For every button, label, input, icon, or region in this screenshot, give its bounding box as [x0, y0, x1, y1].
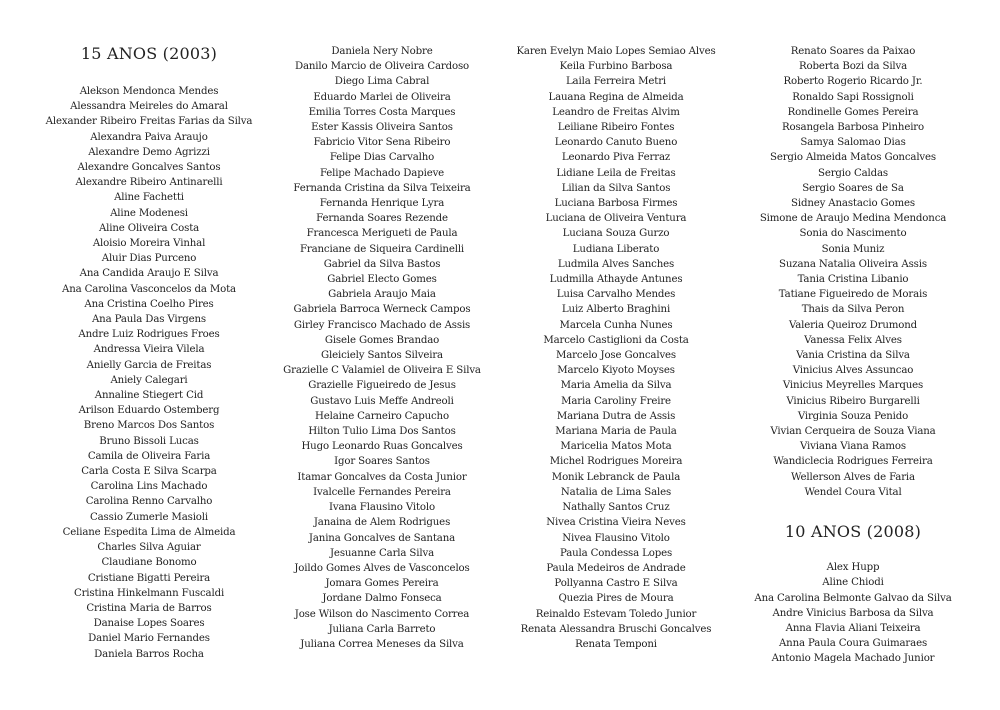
- name-entry: Francesca Merigueti de Paula: [306, 228, 458, 240]
- name-entry: Natalia de Lima Sales: [560, 486, 672, 498]
- name-entry: Alessandra Meireles do Amaral: [70, 101, 228, 113]
- name-entry: Sergio Almeida Matos Goncalves: [769, 152, 936, 164]
- name-entry: Keila Furbino Barbosa: [559, 61, 673, 73]
- name-entry: Camila de Oliveira Faria: [87, 450, 211, 462]
- name-entry: Aline Fachetti: [114, 192, 184, 204]
- name-entry: Aline Modenesi: [110, 207, 188, 219]
- name-entry: Gabriel da Silva Bastos: [323, 258, 441, 270]
- name-entry: Vivian Cerqueira de Souza Viana: [770, 426, 936, 438]
- name-entry: Daniela Nery Nobre: [331, 46, 433, 57]
- names-list-2008: [744, 560, 962, 666]
- name-entry: Leonardo Canuto Bueno: [554, 137, 678, 149]
- name-entry: Tatiane Figueiredo de Morais: [778, 289, 928, 301]
- name-entry: Ronaldo Sapi Rossignoli: [792, 91, 914, 103]
- name-entry: Alexandre Demo Agrizzi: [88, 146, 210, 158]
- name-entry: Maricelia Matos Mota: [560, 441, 672, 453]
- name-entry: Gabriel Electo Gomes: [327, 274, 437, 286]
- name-entry: Luciana Souza Gurzo: [562, 228, 670, 240]
- name-entry: Carla Costa E Silva Scarpa: [81, 466, 217, 478]
- column-4: [744, 44, 962, 667]
- name-entry: Lilian da Silva Santos: [561, 182, 671, 194]
- name-entry: Marcelo Castiglioni da Costa: [543, 334, 689, 346]
- name-entry: Anielly Garcia de Freitas: [86, 359, 212, 371]
- name-entry: Daniel Mario Fernandes: [88, 633, 210, 645]
- column-1: [40, 44, 258, 662]
- name-entry: Rosangela Barbosa Pinheiro: [781, 122, 925, 134]
- name-entry: Gustavo Luis Meffe Andreoli: [310, 395, 454, 407]
- name-entry: Anna Paula Coura Guimaraes: [778, 638, 928, 650]
- name-entry: Marcela Cunha Nunes: [559, 319, 673, 331]
- name-entry: Andressa Vieira Vilela: [93, 344, 205, 356]
- name-entry: Vanessa Felix Alves: [804, 334, 902, 346]
- name-entry: Cristina Maria de Barros: [86, 602, 212, 614]
- name-entry: Fernanda Soares Rezende: [316, 213, 448, 225]
- name-entry: Janaina de Alem Rodrigues: [313, 517, 451, 529]
- name-entry: Aline Oliveira Costa: [98, 222, 200, 234]
- name-entry: Alekson Mendonca Mendes: [79, 86, 219, 97]
- name-entry: Franciane de Siqueira Cardinelli: [299, 243, 465, 255]
- name-entry: Arilson Eduardo Ostemberg: [78, 405, 220, 417]
- name-entry: Ana Carolina Vasconcelos da Mota: [62, 283, 236, 295]
- name-entry: Alexander Ribeiro Freitas Farias da Silva: [45, 116, 253, 128]
- name-entry: Renata Alessandra Bruschi Goncalves: [520, 623, 712, 635]
- name-entry: Ludmila Alves Sanches: [557, 258, 675, 270]
- name-entry: Luisa Carvalho Mendes: [556, 289, 676, 301]
- name-entry: Maria Caroliny Freire: [561, 395, 671, 407]
- name-entry: Virginia Souza Penido: [797, 410, 909, 422]
- name-entry: Tania Cristina Libanio: [797, 274, 909, 286]
- name-entry: Hugo Leonardo Ruas Goncalves: [301, 441, 463, 453]
- section-title-2008: 10 ANOS (2008): [784, 522, 922, 542]
- name-entry: Celiane Espedita Lima de Almeida: [62, 526, 236, 538]
- name-entry: Sidney Anastacio Gomes: [791, 198, 915, 210]
- name-entry: Leonardo Piva Ferraz: [561, 152, 671, 164]
- name-entry: Karen Evelyn Maio Lopes Semiao Alves: [516, 46, 716, 57]
- name-entry: Ludmilla Athayde Antunes: [549, 274, 683, 286]
- column-3: [507, 44, 725, 652]
- name-entry: Simone de Araujo Medina Mendonca: [759, 213, 947, 225]
- name-entry: Daniela Barros Rocha: [94, 648, 204, 660]
- name-entry: Monik Lebranck de Paula: [551, 471, 681, 483]
- name-entry: Bruno Bissoli Lucas: [99, 435, 199, 447]
- name-entry: Viviana Viana Ramos: [800, 441, 906, 453]
- name-entry: Sonia do Nascimento: [799, 228, 907, 240]
- name-entry: Luciana de Oliveira Ventura: [545, 213, 687, 225]
- name-entry: Luciana Barbosa Firmes: [554, 198, 678, 210]
- column-2: [273, 44, 491, 652]
- name-entry: Marcelo Jose Goncalves: [555, 350, 677, 362]
- name-entry: Felipe Dias Carvalho: [329, 152, 435, 164]
- name-entry: Janina Goncalves de Santana: [308, 532, 456, 544]
- name-entry: Nivea Cristina Vieira Neves: [546, 517, 686, 529]
- name-entry: Quezia Pires de Moura: [558, 593, 674, 605]
- name-entry: Wellerson Alves de Faria: [791, 471, 915, 483]
- name-entry: Jose Wilson do Nascimento Correa: [294, 608, 470, 620]
- name-entry: Aline Chiodi: [822, 577, 884, 589]
- name-entry: Lauana Regina de Almeida: [548, 91, 684, 103]
- name-entry: Cassio Zumerle Masioli: [89, 511, 209, 523]
- name-entry: Igor Soares Santos: [334, 456, 430, 468]
- name-entry: Carolina Renno Carvalho: [85, 496, 213, 508]
- name-entry: Itamar Goncalves da Costa Junior: [297, 471, 467, 483]
- name-entry: Renata Temponi: [575, 638, 657, 650]
- name-entry: Ana Paula Das Virgens: [91, 314, 207, 326]
- name-entry: Marcelo Kiyoto Moyses: [557, 365, 675, 377]
- section-title-2003: 15 ANOS (2003): [80, 44, 218, 63]
- name-entry: Lidiane Leila de Freitas: [556, 167, 676, 179]
- name-entry: Paula Condessa Lopes: [559, 547, 673, 559]
- name-entry: Aloisio Moreira Vinhal: [92, 238, 206, 250]
- name-entry: Grazielle C Valamiel de Oliveira E Silva: [283, 365, 481, 377]
- name-entry: Leiliane Ribeiro Fontes: [557, 122, 675, 134]
- name-entry: Diego Lima Cabral: [334, 76, 430, 88]
- name-entry: Mariana Dutra de Assis: [556, 410, 676, 422]
- name-entry: Danilo Marcio de Oliveira Cardoso: [294, 61, 470, 73]
- name-entry: Gabriela Araujo Maia: [328, 289, 436, 301]
- name-entry: Jesuanne Carla Silva: [330, 547, 434, 559]
- name-entry: Ester Kassis Oliveira Santos: [311, 122, 453, 134]
- name-entry: Valeria Queiroz Drumond: [788, 319, 918, 331]
- name-entry: Paula Medeiros de Andrade: [546, 562, 686, 574]
- name-entry: Pollyanna Castro E Silva: [554, 578, 678, 590]
- names-list-col1: [40, 84, 258, 662]
- name-entry: Alex Hupp: [826, 562, 880, 574]
- name-entry: Ana Candida Araujo E Silva: [79, 268, 219, 280]
- name-entry: Cristiane Bigatti Pereira: [87, 572, 211, 584]
- name-entry: Claudiane Bonomo: [101, 557, 197, 569]
- name-entry: Aluir Dias Purceno: [101, 253, 197, 265]
- name-entry: Annaline Stiegert Cid: [94, 390, 204, 402]
- names-list-col3: [507, 44, 725, 652]
- name-entry: Eduardo Marlei de Oliveira: [313, 91, 451, 103]
- name-entry: Aniely Calegari: [110, 374, 188, 386]
- name-entry: Fernanda Henrique Lyra: [319, 198, 445, 210]
- name-entry: Girley Francisco Machado de Assis: [293, 319, 471, 331]
- name-entry: Andre Vinicius Barbosa da Silva: [772, 607, 934, 619]
- name-entry: Renato Soares da Paixao: [790, 46, 916, 57]
- name-entry: Vinicius Ribeiro Burgarelli: [786, 395, 920, 407]
- name-entry: Joildo Gomes Alves de Vasconcelos: [294, 562, 470, 574]
- name-entry: Vania Cristina da Silva: [796, 350, 910, 362]
- name-entry: Ana Cristina Coelho Pires: [84, 298, 214, 310]
- name-entry: Charles Silva Aguiar: [97, 542, 201, 554]
- name-entry: Samya Salomao Dias: [800, 137, 906, 149]
- name-entry: Hilton Tulio Lima Dos Santos: [308, 426, 456, 438]
- name-entry: Wendel Coura Vital: [804, 486, 902, 498]
- name-entry: Leandro de Freitas Alvim: [552, 106, 680, 118]
- name-entry: Carolina Lins Machado: [90, 481, 208, 493]
- name-entry: Luiz Alberto Braghini: [561, 304, 671, 316]
- name-entry: Alexandre Ribeiro Antinarelli: [75, 177, 223, 189]
- name-entry: Michel Rodrigues Moreira: [549, 456, 683, 468]
- name-entry: Wandiclecia Rodrigues Ferreira: [773, 456, 933, 468]
- name-entry: Rondinelle Gomes Pereira: [787, 106, 919, 118]
- name-entry: Gisele Gomes Brandao: [324, 334, 440, 346]
- name-entry: Laila Ferreira Metri: [565, 76, 667, 88]
- name-entry: Jomara Gomes Pereira: [325, 578, 439, 590]
- name-entry: Breno Marcos Dos Santos: [83, 420, 215, 432]
- name-entry: Thais da Silva Peron: [801, 304, 905, 316]
- name-entry: Roberta Bozi da Silva: [798, 61, 908, 73]
- name-entry: Maria Amelia da Silva: [560, 380, 672, 392]
- name-entry: Alexandre Goncalves Santos: [77, 162, 221, 174]
- name-entry: Suzana Natalia Oliveira Assis: [779, 258, 927, 270]
- name-entry: Juliana Carla Barreto: [328, 623, 436, 635]
- name-entry: Juliana Correa Meneses da Silva: [300, 638, 464, 650]
- name-entry: Jordane Dalmo Fonseca: [322, 593, 442, 605]
- name-entry: Andre Luiz Rodrigues Froes: [78, 329, 220, 341]
- name-entry: Reinaldo Estevam Toledo Junior: [535, 608, 697, 620]
- name-entry: Sergio Soares de Sa: [802, 182, 904, 194]
- name-entry: Danaise Lopes Soares: [93, 618, 205, 630]
- name-entry: Ludiana Liberato: [572, 243, 660, 255]
- name-entry: Roberto Rogerio Ricardo Jr.: [783, 76, 923, 88]
- name-entry: Grazielle Figueiredo de Jesus: [308, 380, 456, 392]
- name-entry: Fernanda Cristina da Silva Teixeira: [293, 182, 471, 194]
- name-entry: Nivea Flausino Vitolo: [562, 532, 670, 544]
- name-entry: Vinicius Alves Assuncao: [792, 365, 914, 377]
- name-entry: Cristina Hinkelmann Fuscaldi: [73, 587, 225, 599]
- name-entry: Nathally Santos Cruz: [562, 502, 670, 514]
- name-entry: Emilia Torres Costa Marques: [308, 106, 456, 118]
- name-entry: Anna Flavia Aliani Teixeira: [785, 622, 921, 634]
- names-list-col4: [744, 44, 962, 500]
- name-entry: Ivalcelle Fernandes Pereira: [313, 486, 451, 498]
- name-entry: Gleiciely Santos Silveira: [321, 350, 443, 362]
- name-entry: Ivana Flausino Vitolo: [328, 502, 435, 514]
- name-entry: Antonio Magela Machado Junior: [771, 653, 935, 665]
- name-entry: Mariana Maria de Paula: [555, 426, 677, 438]
- name-entry: Fabricio Vitor Sena Ribeiro: [313, 137, 451, 149]
- name-entry: Sonia Muniz: [821, 243, 885, 255]
- name-entry: Ana Carolina Belmonte Galvao da Silva: [754, 592, 952, 604]
- name-entry: Helaine Carneiro Capucho: [315, 410, 449, 422]
- name-entry: Alexandra Paiva Araujo: [90, 131, 208, 143]
- name-entry: Gabriela Barroca Werneck Campos: [293, 304, 471, 316]
- name-entry: Sergio Caldas: [817, 167, 889, 179]
- name-entry: Vinicius Meyrelles Marques: [782, 380, 924, 392]
- section-2008: [744, 522, 962, 666]
- names-list-col2: [273, 44, 491, 652]
- name-entry: Felipe Machado Dapieve: [319, 167, 445, 179]
